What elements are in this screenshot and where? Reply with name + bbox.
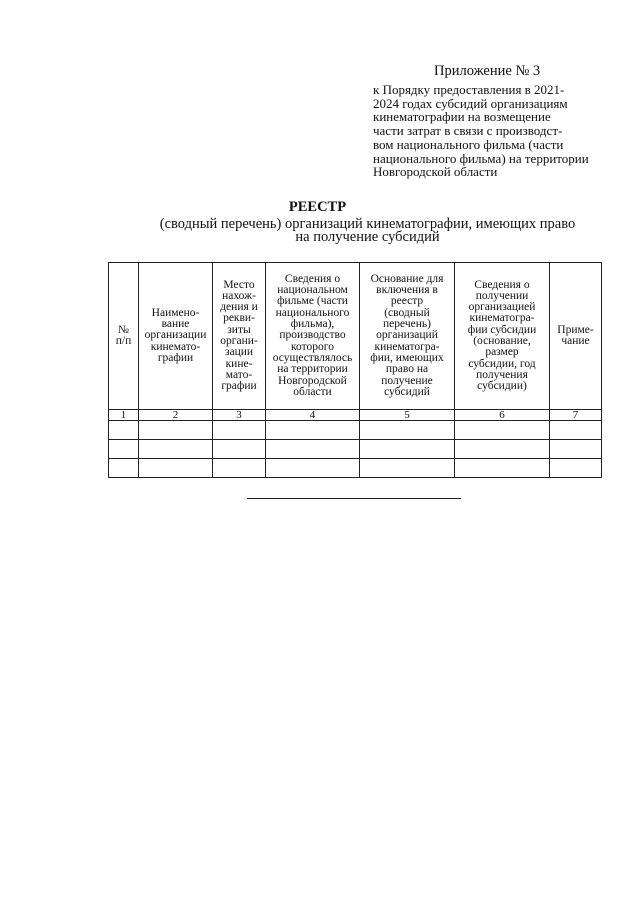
header-line: на территории	[277, 363, 348, 376]
table-cell	[109, 459, 139, 478]
table-cell	[266, 440, 360, 459]
header-line: национальном	[277, 284, 348, 297]
header-line: субсидии)	[477, 380, 527, 393]
table-cell	[360, 459, 455, 478]
header-line: Сведения о	[474, 278, 530, 291]
header-line: фильма),	[290, 318, 335, 331]
table-cell	[213, 459, 266, 478]
registry-table	[108, 262, 602, 478]
subtitle-line: на получение субсидий	[295, 228, 440, 245]
header-line: включения в	[376, 284, 438, 297]
column-number-cell: 1	[109, 410, 139, 421]
header-line: реестр	[390, 295, 424, 308]
column-number-cell: 4	[266, 410, 360, 421]
header-line: субсидии, год	[468, 357, 536, 370]
header-line: Основание для	[370, 272, 444, 285]
header-line: национального	[275, 306, 350, 319]
table-cell	[360, 440, 455, 459]
appendix-line: вом национального фильма (части	[373, 136, 564, 152]
header-line: кинематогра-	[374, 340, 440, 353]
table-cell	[213, 421, 266, 440]
table-cell	[360, 421, 455, 440]
header-line: рекви-	[223, 312, 255, 325]
table-cell	[109, 440, 139, 459]
table-cell	[139, 421, 213, 440]
table-row	[109, 459, 602, 478]
header-line: кинематогра-	[469, 312, 535, 325]
registry-subtitle	[100, 218, 635, 243]
header-line: Новгородской	[278, 374, 347, 387]
header-line: графии	[221, 380, 257, 393]
table-cell	[455, 421, 550, 440]
header-line: №	[118, 323, 129, 336]
table-cell	[550, 459, 602, 478]
table-cell	[213, 440, 266, 459]
appendix-line: к Порядку предоставления в 2021-	[373, 82, 565, 97]
header-line: (сводный	[384, 306, 430, 319]
column-number-cell: 3	[213, 410, 266, 421]
table-cell	[550, 421, 602, 440]
header-line: Приме-	[557, 323, 594, 336]
appendix-line: части затрат в связи с производст-	[373, 123, 563, 139]
header-line: производство	[279, 329, 346, 342]
header-line: организаций	[376, 329, 438, 342]
table-cell	[455, 440, 550, 459]
header-line: получении	[475, 289, 529, 302]
header-line: п/п	[115, 335, 132, 347]
header-line: размер	[485, 346, 519, 359]
header-line: перечень)	[383, 318, 431, 331]
bottom-rule	[247, 498, 461, 499]
header-line: кине-	[225, 357, 253, 370]
header-cell	[550, 263, 602, 410]
table-cell	[109, 421, 139, 440]
table-cell	[139, 459, 213, 478]
header-line: органи-	[220, 335, 258, 347]
header-cell	[139, 263, 213, 410]
header-cell	[360, 263, 455, 410]
header-line: организации	[144, 329, 207, 342]
header-line: получения	[476, 368, 528, 381]
column-number-cell: 2	[139, 410, 213, 421]
column-number-cell: 5	[360, 410, 455, 421]
header-line: кинемато-	[150, 340, 201, 353]
header-cell	[109, 263, 139, 410]
header-line: организацией	[468, 301, 536, 314]
table-row	[109, 440, 602, 459]
table-cell	[550, 440, 602, 459]
header-line: области	[293, 385, 332, 398]
appendix-line: Новгородской области	[373, 164, 498, 180]
column-number-cell: 7	[550, 410, 602, 421]
header-row	[109, 263, 602, 410]
header-line: (основание,	[473, 335, 531, 347]
header-line: фии субсидии	[467, 323, 537, 336]
header-cell	[455, 263, 550, 410]
header-line: Сведения о	[284, 272, 341, 285]
appendix-title: Приложение № 3	[434, 63, 541, 79]
appendix-line: национального фильма) на территории	[373, 150, 589, 166]
header-line: чание	[561, 335, 590, 347]
header-cell	[213, 263, 266, 410]
table-cell	[455, 459, 550, 478]
header-line: нахож-	[222, 289, 256, 302]
header-line: зиты	[227, 323, 251, 336]
table-cell	[139, 440, 213, 459]
appendix-line: 2024 годах субсидий организациям	[373, 95, 568, 111]
subtitle-line: (сводный перечень) организаций кинематографии, имеющих право	[159, 216, 576, 232]
header-line: вание	[161, 318, 190, 331]
header-line: мато-	[225, 368, 253, 381]
header-line: фильме (части	[277, 295, 348, 308]
appendix-text	[373, 83, 613, 179]
column-number-cell: 6	[455, 410, 550, 421]
column-number-row	[109, 410, 602, 421]
header-line: дения и	[220, 301, 258, 314]
header-line: право на	[385, 363, 429, 376]
header-line: фии, имеющих	[370, 351, 444, 364]
header-line: графии	[157, 351, 194, 364]
header-line: Место	[223, 278, 255, 291]
header-line: осуществлялось	[272, 351, 353, 364]
header-line: которого	[291, 340, 334, 353]
header-cell	[266, 263, 360, 410]
appendix-line: кинематографии на возмещение	[373, 109, 551, 125]
header-line: зации	[224, 346, 254, 359]
header-line: Наимено-	[151, 306, 200, 319]
table-row	[109, 421, 602, 440]
table-cell	[266, 459, 360, 478]
header-line: получение	[381, 374, 433, 387]
registry-title: РЕЕСТР	[288, 199, 347, 215]
table-cell	[266, 421, 360, 440]
header-line: субсидий	[384, 385, 430, 398]
